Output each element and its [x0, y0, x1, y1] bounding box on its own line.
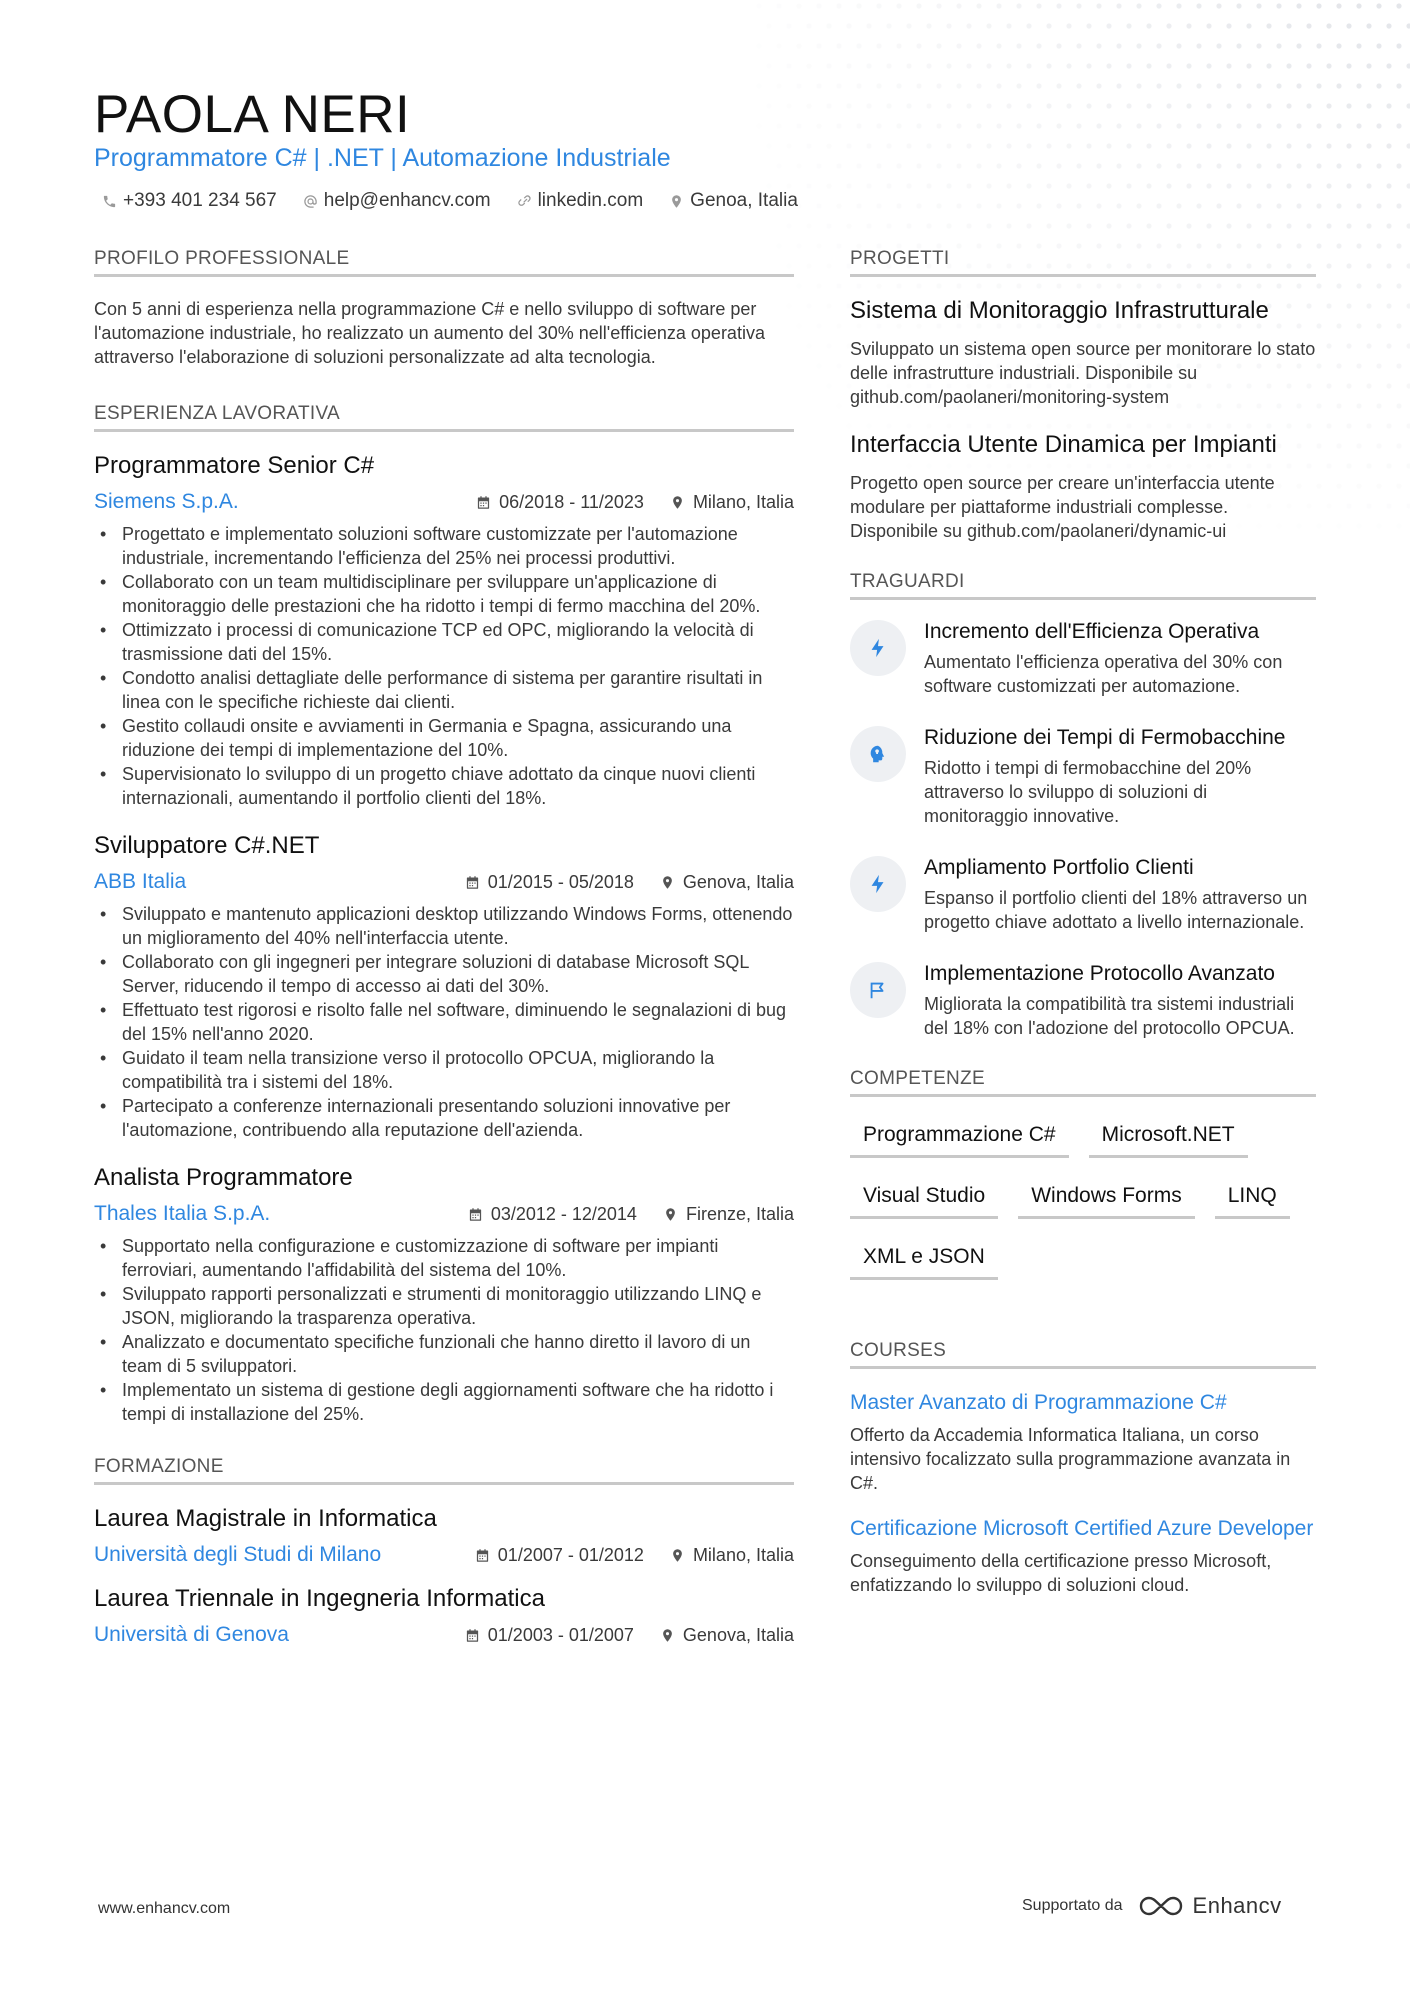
achievement-description: Aumentato l'efficienza operativa del 30% con software customizzati per automazione.	[924, 652, 1283, 696]
company-name[interactable]: ABB Italia	[94, 870, 187, 893]
education-location	[670, 1545, 794, 1566]
list-item: • Supervisionato lo sviluppo di un progetto chiave adottato da cinque nuovi clienti internazionali, aumentando il portfolio clienti del 18%.	[94, 762, 794, 810]
company-name[interactable]: Thales Italia S.p.A.	[94, 1202, 271, 1225]
contact-email[interactable]	[303, 190, 491, 212]
education-meta-right	[439, 1625, 794, 1646]
footer-branding[interactable]	[1022, 1893, 1282, 1919]
location-icon	[660, 875, 675, 890]
profile-heading: PROFILO PROFESSIONALE	[94, 248, 794, 277]
job-location-text: Genova, Italia	[682, 871, 794, 892]
list-item: • Effettuato test rigorosi e risolto falle nel software, diminuendo le segnalazioni di bug del 15% nell'anno 2020.	[94, 998, 794, 1046]
education-meta-right	[449, 1545, 794, 1566]
course-entry	[850, 1389, 1316, 1495]
achievement-title: Ampliamento Portfolio Clienti	[924, 856, 1194, 879]
headline: Programmatore C# | .NET | Automazione Industriale	[94, 144, 671, 172]
achievement-title: Incremento dell'Efficienza Operativa	[924, 620, 1260, 643]
job-entry	[94, 832, 794, 1142]
skills-heading: COMPETENZE	[850, 1068, 1316, 1097]
phone-text: +393 401 234 567	[123, 190, 277, 211]
job-dates	[468, 1204, 637, 1225]
achievement-icon-badge	[850, 620, 906, 676]
job-title: Analista Programmatore	[94, 1164, 353, 1191]
calendar-icon	[465, 1628, 480, 1643]
bolt-icon	[867, 873, 889, 895]
list-item: • Guidato il team nella transizione verso il protocollo OPCUA, migliorando la compatibilità tra i sistemi del 18%.	[94, 1046, 794, 1094]
skill-tag: Microsoft.NET	[1089, 1117, 1248, 1158]
location-icon	[670, 1548, 685, 1563]
education-heading: FORMAZIONE	[94, 1456, 794, 1485]
achievement-content	[924, 856, 1316, 934]
achievement-entry	[850, 962, 1316, 1040]
achievement-entry	[850, 620, 1316, 698]
job-location	[670, 492, 794, 513]
education-location-text: Milano, Italia	[692, 1544, 794, 1565]
powered-by-label: Supportato da	[1022, 1897, 1123, 1914]
job-dates-text: 06/2018 - 11/2023	[499, 491, 644, 512]
achievement-icon-badge	[850, 856, 906, 912]
list-item: • Implementato un sistema di gestione degli aggiornamenti software che ha ridotto i tempi di installazione del 25%.	[94, 1378, 794, 1426]
job-meta	[94, 868, 794, 896]
achievement-description: Espanso il portfolio clienti del 18% attraverso un progetto chiave adottato a livello internazionale.	[924, 888, 1308, 932]
job-location	[660, 872, 794, 893]
achievement-description: Migliorata la compatibilità tra sistemi industriali del 18% con l'adozione del protocollo OPCUA.	[924, 994, 1295, 1038]
achievement-entry	[850, 856, 1316, 934]
education-meta	[94, 1621, 794, 1649]
courses-section	[850, 1340, 1316, 1597]
job-dates	[476, 492, 644, 513]
list-item: • Sviluppato e mantenuto applicazioni desktop utilizzando Windows Forms, ottenendo un miglioramento del 40% nell'interfaccia utente.	[94, 902, 794, 950]
location-icon	[669, 194, 684, 209]
footer-website-link[interactable]: www.enhancv.com	[98, 1900, 231, 1917]
project-description: Sviluppato un sistema open source per monitorare lo stato delle infrastrutture industriali. Disponibile su github.com/paolaneri/monitoring-system	[850, 339, 1316, 407]
job-entry	[94, 1164, 794, 1426]
education-dates-text: 01/2007 - 01/2012	[497, 1544, 644, 1565]
achievement-content	[924, 620, 1316, 698]
job-title: Sviluppatore C#.NET	[94, 832, 320, 859]
job-bullets	[94, 522, 794, 810]
course-description: Conseguimento della certificazione presso Microsoft, enfatizzando lo sviluppo di soluzioni cloud.	[850, 1551, 1272, 1595]
right-column	[850, 248, 1316, 1631]
project-entry	[850, 297, 1316, 409]
calendar-icon	[476, 495, 491, 510]
contact-location	[669, 190, 798, 212]
job-location-text: Firenze, Italia	[685, 1203, 794, 1224]
brain-icon	[867, 743, 889, 765]
project-title: Sistema di Monitoraggio Infrastrutturale	[850, 297, 1269, 324]
profile-section	[94, 248, 794, 369]
degree-title: Laurea Magistrale in Informatica	[94, 1505, 437, 1532]
contact-phone[interactable]	[102, 190, 277, 212]
project-title: Interfaccia Utente Dinamica per Impianti	[850, 431, 1277, 458]
school-name[interactable]: Università di Genova	[94, 1623, 289, 1646]
list-item: • Progettato e implementato soluzioni software customizzate per l'automazione industriale, incrementando l'efficienza del 25% nei processi produttivi.	[94, 522, 794, 570]
list-item: • Sviluppato rapporti personalizzati e strumenti di monitoraggio utilizzando LINQ e JSON, migliorando la trasparenza operativa.	[94, 1282, 794, 1330]
location-icon	[663, 1207, 678, 1222]
job-location-text: Milano, Italia	[692, 491, 794, 512]
projects-section	[850, 248, 1316, 543]
job-dates-text: 03/2012 - 12/2014	[490, 1203, 637, 1224]
list-item: • Collaborato con gli ingegneri per integrare soluzioni di database Microsoft SQL Server, riducendo il tempo di accesso ai dati del 30%.	[94, 950, 794, 998]
linkedin-text: linkedin.com	[537, 190, 644, 211]
candidate-name: PAOLA NERI	[94, 85, 411, 144]
achievements-section	[850, 571, 1316, 1040]
company-name[interactable]: Siemens S.p.A.	[94, 490, 239, 513]
job-title: Programmatore Senior C#	[94, 452, 375, 479]
project-description: Progetto open source per creare un'interfaccia utente modulare per piattaforme industriali complesse. Disponibile su github.com/paolaneri/dynamic-ui	[850, 473, 1275, 541]
email-text: help@enhancv.com	[323, 190, 491, 211]
skill-tag: LINQ	[1215, 1178, 1290, 1219]
experience-heading: ESPERIENZA LAVORATIVA	[94, 403, 794, 432]
skill-tag: XML e JSON	[850, 1239, 998, 1280]
job-meta-right	[439, 872, 794, 893]
course-title[interactable]: Certificazione Microsoft Certified Azure Developer	[850, 1517, 1314, 1540]
list-item: • Collaborato con un team multidisciplinare per sviluppare un'applicazione di monitoraggio delle prestazioni che ha ridotto i tempi di fermo macchina del 20%.	[94, 570, 794, 618]
job-meta	[94, 488, 794, 516]
calendar-icon	[465, 875, 480, 890]
contact-bar	[102, 190, 824, 212]
achievement-content	[924, 962, 1316, 1040]
job-bullets	[94, 1234, 794, 1426]
education-location-text: Genova, Italia	[682, 1624, 794, 1645]
education-location	[660, 1625, 794, 1646]
job-dates-text: 01/2015 - 05/2018	[487, 871, 634, 892]
course-description: Offerto da Accademia Informatica Italiana, un corso intensivo focalizzato sulla programmazione avanzata in C#.	[850, 1425, 1291, 1493]
experience-section	[94, 403, 794, 1426]
link-icon	[517, 194, 532, 209]
skill-tag: Visual Studio	[850, 1178, 998, 1219]
education-meta	[94, 1541, 794, 1569]
achievement-entry	[850, 726, 1316, 828]
at-icon	[303, 194, 318, 209]
job-bullets	[94, 902, 794, 1142]
skill-tag: Windows Forms	[1018, 1178, 1195, 1219]
achievement-title: Implementazione Protocollo Avanzato	[924, 962, 1275, 985]
list-item: • Ottimizzato i processi di comunicazione TCP ed OPC, migliorando la velocità di trasmissione dati del 15%.	[94, 618, 794, 666]
profile-summary: Con 5 anni di esperienza nella programmazione C# e nello sviluppo di software per l'automazione industriale, ho realizzato un aumento del 30% nell'efficienza operativa attraverso l'elaborazione di soluzioni personalizzate ad alta tecnologia.	[94, 299, 765, 367]
achievement-icon-badge	[850, 962, 906, 1018]
course-title[interactable]: Master Avanzato di Programmazione C#	[850, 1391, 1227, 1414]
location-icon	[660, 1628, 675, 1643]
list-item: • Condotto analisi dettagliate delle performance di sistema per garantire risultati in linea con le specifiche richieste dai clienti.	[94, 666, 794, 714]
education-dates-text: 01/2003 - 01/2007	[487, 1624, 634, 1645]
enhancv-logo-icon	[1137, 1893, 1185, 1919]
project-entry	[850, 431, 1316, 543]
education-dates	[475, 1545, 644, 1566]
list-item: • Supportato nella configurazione e customizzazione di software per impianti ferroviari, aumentando l'affidabilità del sistema del 10%.	[94, 1234, 794, 1282]
job-dates	[465, 872, 634, 893]
skill-tag: Programmazione C#	[850, 1117, 1069, 1158]
courses-heading: COURSES	[850, 1340, 1316, 1369]
list-item: • Gestito collaudi onsite e avviamenti in Germania e Spagna, assicurando una riduzione dei tempi di implementazione del 10%.	[94, 714, 794, 762]
job-meta	[94, 1200, 794, 1228]
job-meta-right	[442, 1204, 794, 1225]
education-entry	[94, 1505, 794, 1569]
contact-linkedin[interactable]	[517, 190, 644, 212]
list-item: • Partecipato a conferenze internazionali presentando soluzioni innovative per l'automazione, contribuendo alla reputazione dell'azienda.	[94, 1094, 794, 1142]
left-column	[94, 248, 794, 1683]
degree-title: Laurea Triennale in Ingegneria Informatica	[94, 1585, 545, 1612]
job-entry	[94, 452, 794, 810]
bolt-icon	[867, 637, 889, 659]
location-text: Genoa, Italia	[690, 190, 798, 211]
location-icon	[670, 495, 685, 510]
achievement-title: Riduzione dei Tempi di Fermobacchine	[924, 726, 1286, 749]
course-entry	[850, 1515, 1316, 1597]
brand-name: Enhancv	[1192, 1893, 1282, 1918]
calendar-icon	[468, 1207, 483, 1222]
list-item: • Analizzato e documentato specifiche funzionali che hanno diretto il lavoro di un team di 5 sviluppatori.	[94, 1330, 794, 1378]
phone-icon	[102, 194, 117, 209]
education-section	[94, 1456, 794, 1649]
achievement-content	[924, 726, 1316, 828]
achievement-icon-badge	[850, 726, 906, 782]
calendar-icon	[475, 1548, 490, 1563]
skills-list	[850, 1117, 1316, 1300]
job-meta-right	[450, 492, 794, 513]
flag-icon	[867, 979, 889, 1001]
job-location	[663, 1204, 794, 1225]
skills-section	[850, 1068, 1316, 1300]
achievement-description: Ridotto i tempi di fermobacchine del 20% attraverso lo sviluppo di soluzioni di monitoraggio innovative.	[924, 758, 1252, 826]
projects-heading: PROGETTI	[850, 248, 1316, 277]
school-name[interactable]: Università degli Studi di Milano	[94, 1543, 382, 1566]
education-entry	[94, 1585, 794, 1649]
achievements-heading: TRAGUARDI	[850, 571, 1316, 600]
education-dates	[465, 1625, 634, 1646]
